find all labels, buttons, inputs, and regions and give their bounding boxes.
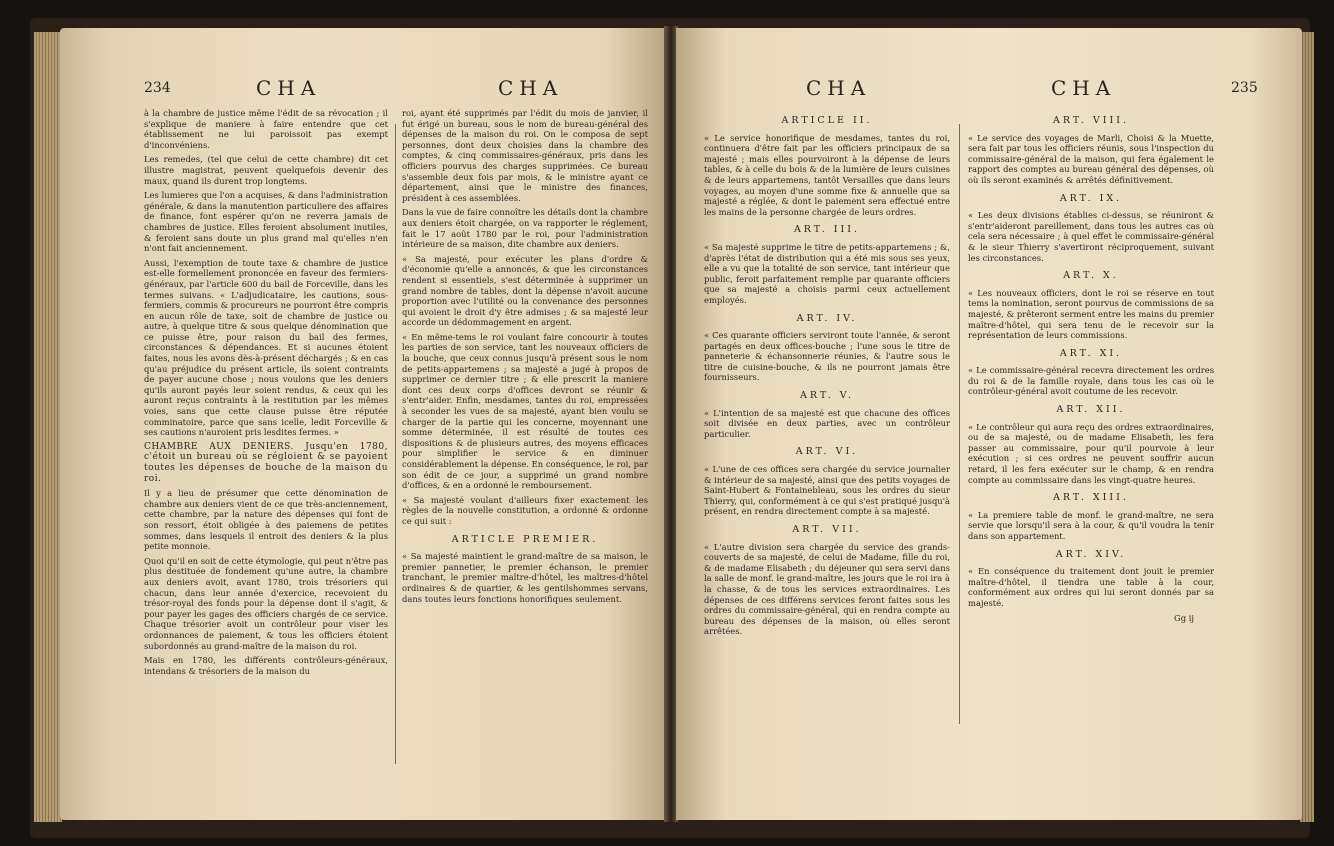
paragraph: « Le service des voyages de Marli, Choisi & la Muette, sera fait par tous les officiers réunis, sous l'inspection du commissaire-général de la maison, qui fera également le rapport des comptes au bureau général des dépenses, où où ils seront examinés & arrêtés définitivement.	[968, 132, 1214, 185]
article-heading: ART. V.	[799, 390, 855, 402]
paragraph: Mais en 1780, les différents contrôleurs-généraux, intendans & trésoriers de la maison du	[144, 655, 388, 676]
paragraph: Les lumieres que l'on a acquises, & dans l'administration générale, & dans la manutention particuliere des affaires de finance, font espérer qu'on ne reverra jamais de chambres de justice. Elles feroient absolument inutiles, & feroient sans doute un plus grand mal qu'elles n'en n'ont fait anciennement.	[144, 190, 388, 254]
paragraph: « En même-tems le roi voulant faire concourir à toutes les parties de son service, tant les nouveaux officiers de la bouche, que ceux connus jusqu'à présent sous le nom de petits-appartemens ; sa majesté a jugé à propos de supprimer ce dernier titre ; & elle prescrit la maniere dont ces deux corps d'offices devront se réunir & s'entr'aider. Enfin, mesdames, tantes du roi, empressées à seconder les vues de sa majesté, ayant bien voulu se charger de la partie qui les concerne, moyennant une somme déterminée, il est résulté de toutes ces dispositions & de plusieurs autres, des moyens efficaces pour simplifier le service & en diminuer considérablement la dépense. En conséquence, le roi, par son édit de ce jour, a supprimé un grand nombre d'offices, & en a ordonné le remboursement.	[402, 331, 648, 491]
running-head-left: CHA	[806, 76, 872, 100]
page-edges-left	[34, 32, 62, 822]
article-heading: ART. III.	[793, 224, 861, 236]
paragraph: « Les deux divisions établies ci-dessus, se réuniront & s'entr'aideront pareillement, dans tous les autres cas où cela sera nécessaire ; à quel effet le commissaire-général & le sieur Thierry s'avertiront réciproquement, suivant les circonstances.	[968, 210, 1214, 263]
article-heading: ARTICLE PREMIER.	[451, 533, 599, 545]
article-heading: ART. X.	[1063, 270, 1119, 282]
signature-mark: Gg ij	[1174, 612, 1194, 623]
text-column-2	[968, 108, 1214, 808]
article-heading: ART. VIII.	[1053, 115, 1129, 126]
paragraph: Il y a lieu de présumer que cette dénomination de chambre aux deniers vient de ce que très-anciennement, cette chambre, par la nature des dépenses qui font de son ressort, étoit obligée à des paiemens de petites sommes, dans lesquels il entroit des deniers & la plus petite monnoie.	[144, 488, 388, 552]
paragraph: « L'intention de sa majesté est que chacune des offices soit divisée en deux parties, avec un contrôleur particulier.	[704, 407, 950, 439]
article-heading: ART. XII.	[1056, 404, 1126, 416]
page-number: 235	[1231, 80, 1258, 96]
paragraph: « Le commissaire-général recevra directement les ordres du roi & de la famille royale, dans tous les cas où le contrôleur-général avoit coutume de les recevoir.	[968, 365, 1214, 397]
paragraph: Quoi qu'il en soit de cette étymologie, qui peut n'être pas plus destituée de fondement qu'une autre, la chambre aux deniers avoit, avant 1780, trois trésoriers qui chacun, dans leur année d'exercice, recevoient du trésor-royal des fonds pour la dépense dont il s'agit, & pour payer les gages des officiers chargés de ce service. Chaque trésorier avoit un contrôleur pour viser les ordonnances de paiement, & tous les officiers étoient subordonnés au grand-maître de la maison du roi.	[144, 555, 388, 651]
paragraph: Aussi, l'exemption de toute taxe & chambre de justice est-elle formellement prononcée en faveur des fermiers-généraux, par l'article 600 du bail de Forceville, dans les termes suivans. « L'adjudicataire, les cautions, sous-fermiers, commis & procureurs ne pourront être compris en aucun rôle de taxe, soit de chambre de justice ou autre, à quelque titre & sous quelque dénomination que ce puisse être, pour raison du bail des fermes, circonstances & dépendances. Et si aucunes étoient faites, nous les avons dès-à-présent déchargés ; & en cas qu'au préjudice du présent article, ils soient contraints de payer aucune chose ; nous voulons que les deniers qu'ils auront payés leur soient rendus, & ceux qui les auront reçus contraints à la restitution par les mêmes voies, sans que cette clause puisse être réputée comminatoire, parce que sans icelle, ledit Forceville & ses cautions n'auroient pris lesdites fermes. »	[144, 257, 388, 438]
paragraph: « Sa majesté, pour exécuter les plans d'ordre & d'économie qu'elle a annoncés, & que les circonstances rendent si essentiels, s'est déterminée à supprimer un grand nombre de tables, dont la dépense n'avoit aucune proportion avec l'utilité ou la convenance des personnes qui avoient le droit d'y être admises ; & sa majesté leur accorde un dédommagement en argent.	[402, 253, 648, 328]
article-heading: ARTICLE II.	[781, 115, 873, 126]
running-head-left: CHA	[256, 76, 322, 100]
column-rule	[959, 124, 960, 724]
paragraph: « Sa majesté maintient le grand-maître de sa maison, le premier pannetier, le premier échanson, le premier tranchant, le premier maître-d'hôtel, les maîtres-d'hôtel ordinaires & de quartier, & les gentilshommes servans, dans toutes leurs fonctions honorifiques seulement.	[402, 551, 648, 604]
article-heading: ART. IV.	[796, 312, 858, 324]
paragraph: « Ces quarante officiers serviront toute l'année, & seront partagés en deux offices-bouche ; l'une sous le titre de panneterie & échansonnerie réunies, & l'autre sous le titre de cuisine-bouche, & ils ne pourront jamais être fournisseurs.	[704, 330, 950, 383]
paragraph: Dans la vue de faire connoître les détails dont la chambre aux deniers étoit chargée, on va rapporter le réglement, fait le 17 août 1780 par le roi, pour l'administration intérieure de sa maison, dite chambre aux deniers.	[402, 207, 648, 250]
article-heading: ART. XIV.	[1055, 548, 1127, 560]
article-heading: ART. XIII.	[1053, 492, 1129, 504]
paragraph: « Le contrôleur qui aura reçu des ordres extraordinaires, ou de sa majesté, ou de madame Elisabeth, les fera passer au commissaire, pour qu'il pourvoie à leur exécution ; si ces ordres ne peuvent souffrir aucun retard, il les fera exécuter sur le champ, & en rendra compte au commissaire dans les vingt-quatre heures.	[968, 421, 1214, 485]
left-page	[60, 28, 666, 820]
entry-heading: CHAMBRE AUX DENIERS. Jusqu'en 1780, c'étoit un bureau où se régloient & se payoient toutes les dépenses de bouche de la maison du roi.	[144, 441, 388, 484]
article-heading: ART. IX.	[1059, 192, 1123, 204]
paragraph: « Sa majesté supprime le titre de petits-appartemens ; &, d'après l'état de distribution qui a été mis sous ses yeux, elle a vu que la totalité de son service, tant intérieur que public, feroit parfaitement remplie par quarante officiers que sa majesté a choisis parmi ceux actuellement employés.	[704, 241, 950, 305]
article-heading: ART. XI.	[1059, 347, 1123, 359]
running-head-right: CHA	[1051, 76, 1117, 100]
paragraph: « La premiere table de monf. le grand-maître, ne sera servie que lorsqu'il sera à la cour, & qu'il voudra la tenir dans son appartement.	[968, 509, 1214, 541]
text-column-2	[402, 108, 648, 808]
page-edges-right	[1300, 32, 1314, 822]
paragraph: roi, ayant été supprimés par l'édit du mois de janvier, il fut érigé un bureau, sous le nom de bureau-général des dépenses de la maison du roi. On le composa de sept personnes, dont deux choisies dans la chambre des comptes, & cinq commissaires-généraux, pris dans les officiers pourvus des charges supprimées. Ce bureau s'assemble deux fois par mois, & le ministre ayant ce département, ainsi que le ministre des finances, président à ces assemblées.	[402, 108, 648, 203]
paragraph: « L'autre division sera chargée du service des grands-couverts de sa majesté, de celui de Madame, fille du roi, & de madame Elisabeth ; du déjeuner qui sera servi dans la salle de monf. le grand-maître, les jours que le roi ira à la chasse, & de tous les services extraordinaires. Les dépenses de ces différens services feront faites sous les ordres du commissaire-général, qui en rendra compte au bureau des dépenses de la maison, où elles seront arrêtées.	[704, 541, 950, 637]
column-rule	[395, 124, 396, 764]
text-column-1	[704, 108, 950, 808]
right-page	[676, 28, 1302, 820]
article-heading: ART. VI.	[795, 446, 859, 458]
text-column-1	[144, 108, 388, 808]
page-number: 234	[144, 80, 171, 96]
article-heading: ART. VII.	[792, 524, 862, 535]
paragraph: « L'une de ces offices sera chargée du service journalier & intérieur de sa majesté, ainsi que des petits voyages de Saint-Hubert & Fontainebleau, sous les ordres du sieur Thierry, qui, conformément à ce qui s'est pratiqué jusqu'à présent, en rendra directement compte à sa majesté.	[704, 464, 950, 517]
running-head-right: CHA	[498, 76, 564, 100]
paragraph: à la chambre de justice même l'édit de sa révocation ; il s'explique de maniere à faire entendre que cet établissement ne lui paroissoit pas exempt d'inconvéniens.	[144, 108, 388, 150]
paragraph: « Le service honorifique de mesdames, tantes du roi, continuera d'être fait par les officiers principaux de sa majesté ; mais elles pourvoiront à la dépense de leurs tables, & à celle du bois & de la lumière de leurs cuisines & de leurs appartemens, tantôt Versailles que dans leurs voyages, au moyen d'une somme fixe & annuelle que sa majesté a réglée, & dont le paiement sera effectué entre les mains de la personne chargée de leurs ordres.	[704, 132, 950, 217]
paragraph: « En conséquence du traitement dont jouit le premier maître-d'hôtel, il tiendra une table à la cour, conformément aux ordres qui lui seront donnés par sa majesté.	[968, 566, 1214, 608]
paragraph: « Sa majesté voulant d'ailleurs fixer exactement les règles de la nouvelle constitution, a ordonné & ordonne ce qui suit :	[402, 494, 648, 526]
paragraph: Les remedes, (tel que celui de cette chambre) dit cet illustre magistrat, peuvent quelquefois devenir des maux, quand ils durent trop longtems.	[144, 154, 388, 186]
paragraph: « Les nouveaux officiers, dont le roi se réserve en tout tems la nomination, seront pourvus de commissions de sa majesté, & prêteront serment entre les mains du premier maître-d'hôtel, qui sera tenu de le recevoir sur la représentation de leurs commissions.	[968, 287, 1214, 341]
